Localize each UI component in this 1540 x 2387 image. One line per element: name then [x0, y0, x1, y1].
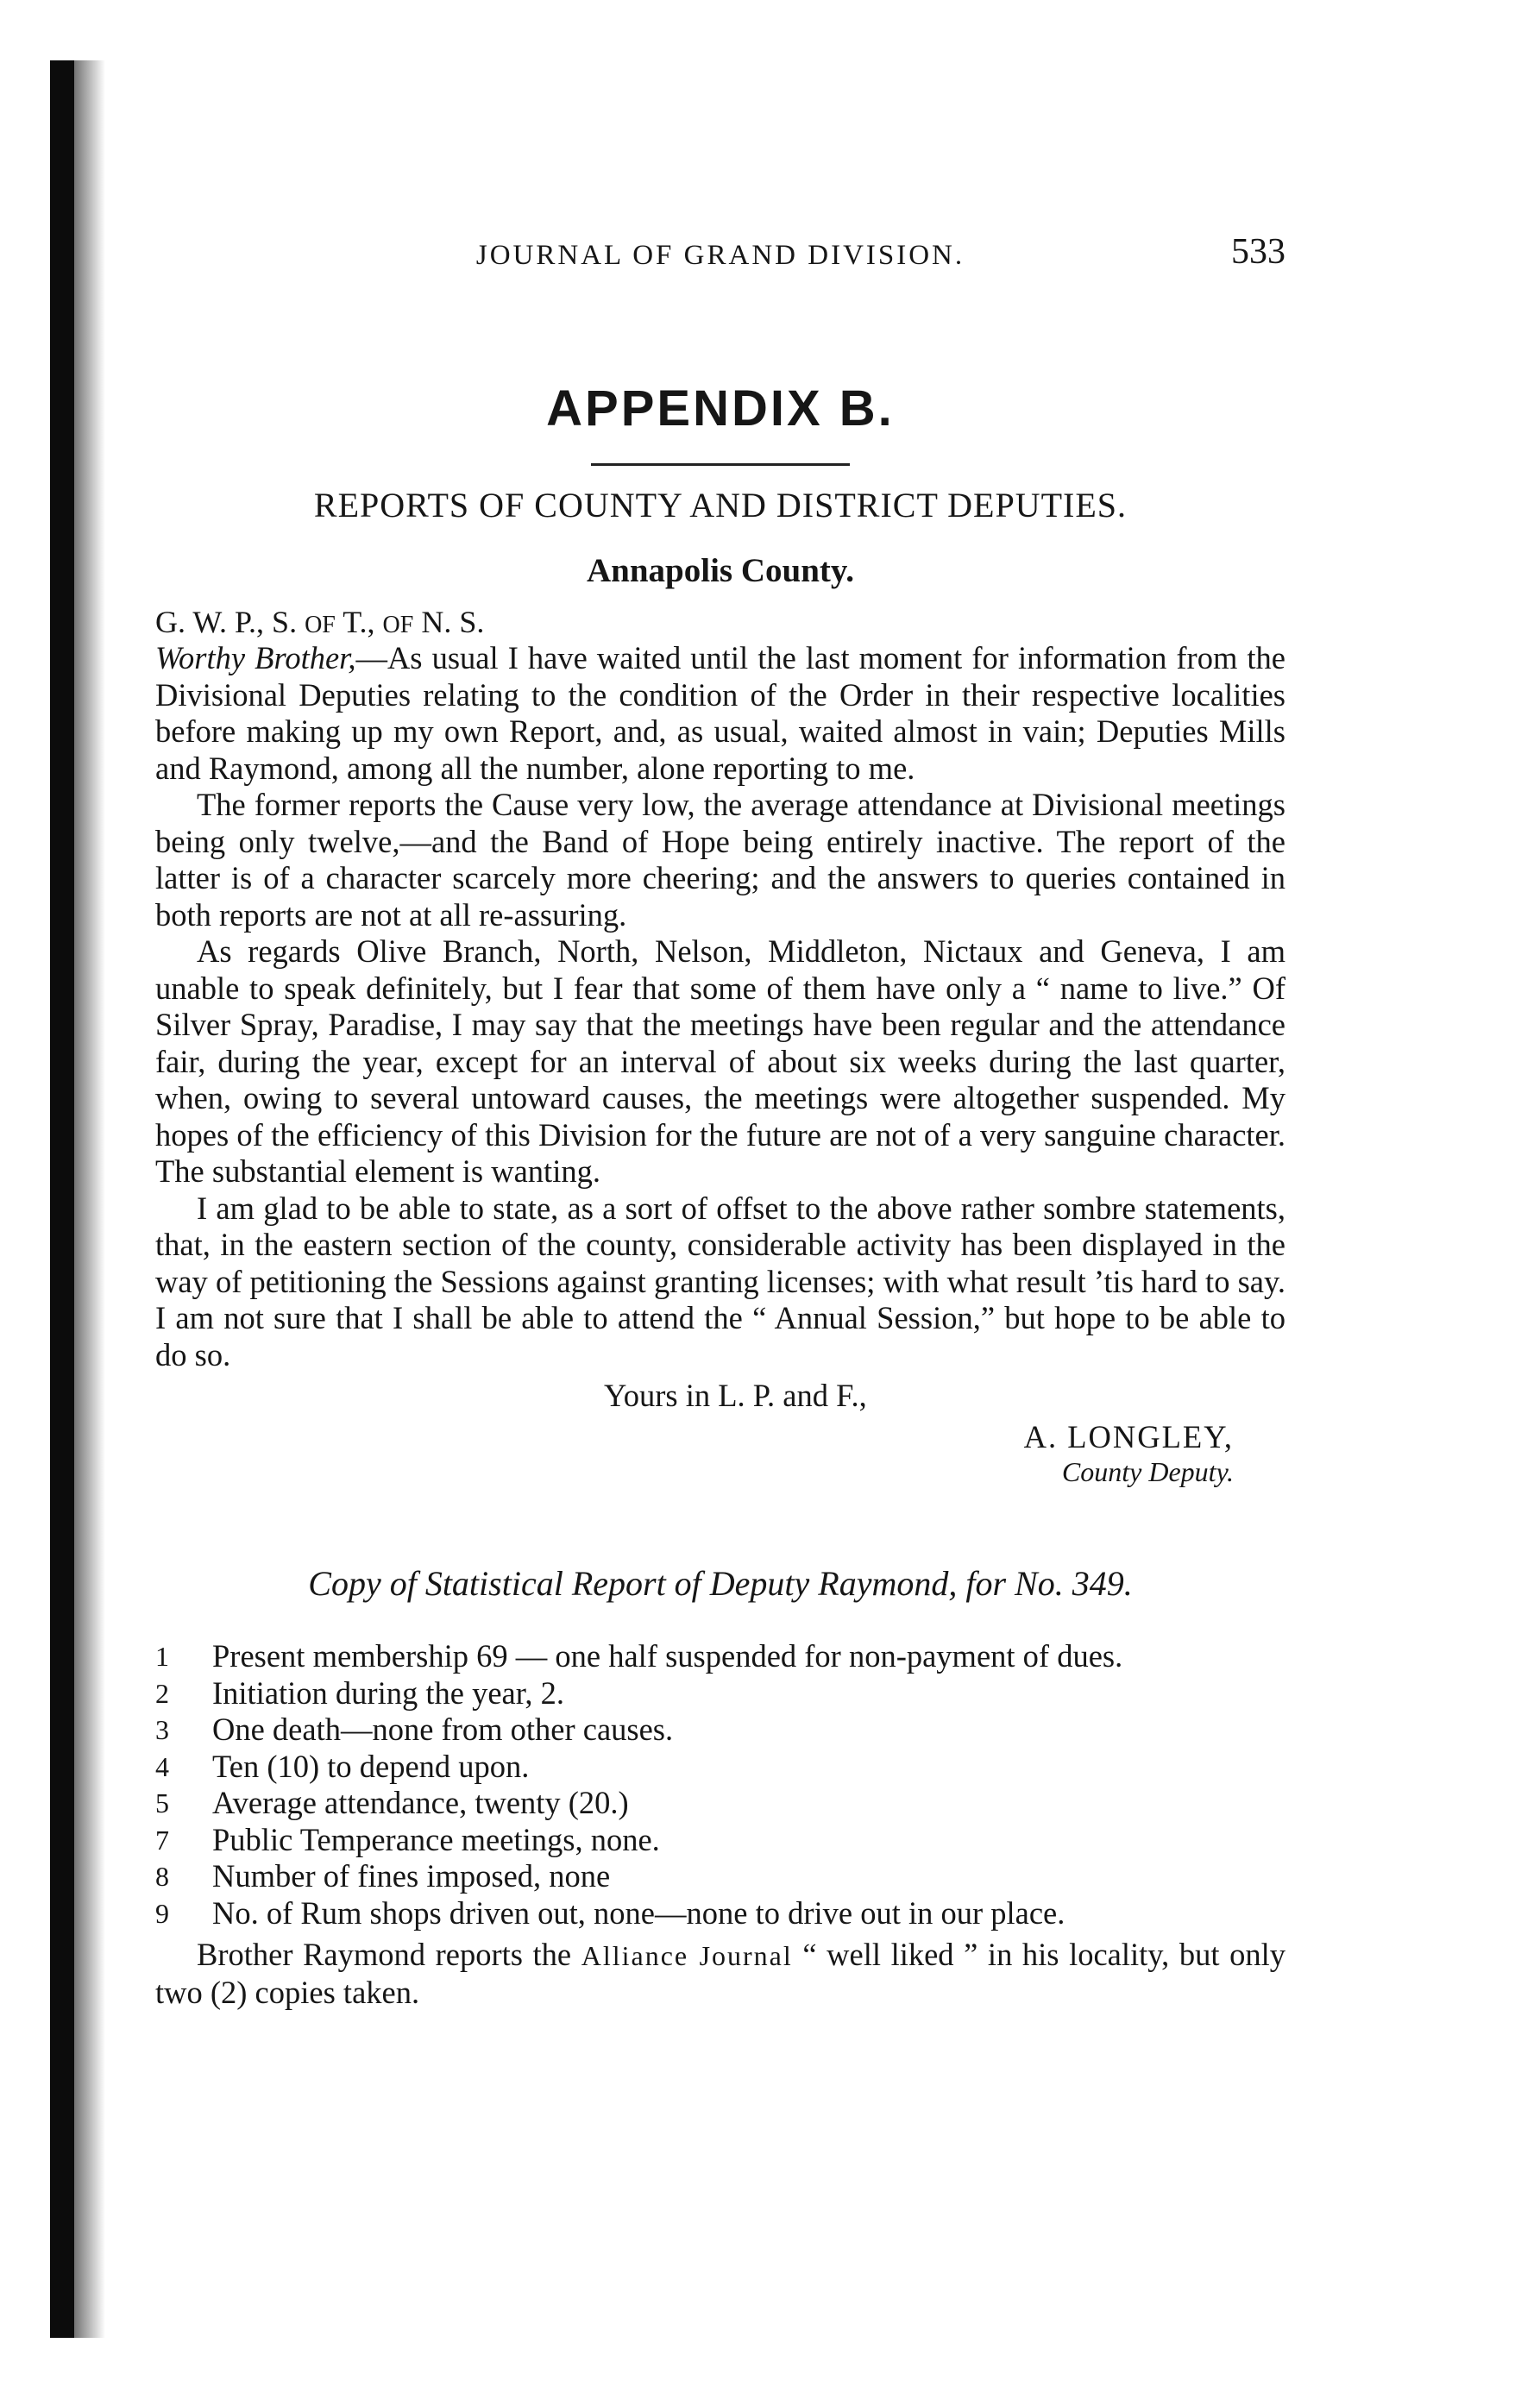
item-text: Present membership 69 — one half suspended for non-payment of dues. [212, 1638, 1123, 1674]
list-item [155, 1895, 1285, 1932]
closing-paragraph [155, 1937, 1285, 2011]
closing-text-before: Brother Raymond reports the [197, 1937, 581, 1972]
salutation-end: N. S. [413, 605, 485, 639]
list-item [155, 1785, 1285, 1822]
letter-greeting: Worthy Brother, [155, 640, 356, 675]
signature-title: County Deputy. [1061, 1456, 1234, 1487]
item-text: Average attendance, twenty (20.) [212, 1785, 629, 1820]
item-text: One death—none from other causes. [212, 1712, 674, 1747]
item-number: 5 [155, 1787, 169, 1819]
item-number: 9 [155, 1897, 169, 1929]
item-text: Number of fines imposed, none [212, 1858, 611, 1894]
list-item [155, 1712, 1285, 1749]
appendix-title: APPENDIX B. [546, 380, 895, 437]
section-subtitle: REPORTS OF COUNTY AND DISTRICT DEPUTIES. [313, 486, 1128, 525]
list-item [155, 1675, 1285, 1712]
item-number: 3 [155, 1714, 169, 1745]
salutation-main: G. W. P., S. [155, 605, 298, 639]
item-number: 4 [155, 1750, 169, 1782]
letter-body [155, 640, 1285, 1373]
running-title: JOURNAL OF GRAND DIVISION. [475, 240, 965, 271]
item-text: Ten (10) to depend upon. [212, 1748, 530, 1784]
statistical-report-title: Copy of Statistical Report of Deputy Raymond, for No. 349. [308, 1564, 1133, 1603]
letter-paragraph-1 [155, 640, 1285, 787]
list-item [155, 1822, 1285, 1859]
item-number: 2 [155, 1677, 169, 1709]
closing-text-after: “ well liked ” in his locality, but only two (2) copies taken. [155, 1937, 1285, 2010]
salutation-of-2: OF [382, 612, 414, 638]
paragraph-text: —As usual I have waited until the last moment for information from the Divisional Deputies relating to the condition of the Order in their respective localities before making up my own Report, and, as usual, waited almost in vain; Deputies Mills and Raymond, among all the number, alone reporting to me. [155, 640, 1285, 786]
title-rule [591, 463, 850, 466]
list-item [155, 1749, 1285, 1786]
letter-paragraph-4: I am glad to be able to state, as a sort of offset to the above rather sombre statements, that, in the eastern section of the county, considerable activity has been displayed in the way of petitioning the Sessions against granting licenses; with what result ’tis hard to say. I am not sure that I shall be able to attend the “ Annual Session,” but hope to be able to do so. [155, 1190, 1285, 1373]
salutation-of-1: OF [305, 612, 336, 638]
item-text: Public Temperance meetings, none. [212, 1821, 660, 1857]
item-text: No. of Rum shops driven out, none—none to drive out in our place. [212, 1894, 1065, 1931]
document-page [155, 207, 1285, 2011]
item-number: 1 [155, 1641, 169, 1672]
list-item [155, 1858, 1285, 1895]
letter-closing: Yours in L. P. and F., [604, 1378, 867, 1413]
running-head [155, 207, 1285, 272]
alliance-journal-name: Alliance Journal [581, 1940, 793, 1971]
item-text: Initiation during the year, 2. [212, 1674, 565, 1711]
signature-name: A. LONGLEY, [1023, 1419, 1234, 1454]
page-number: 533 [1231, 232, 1285, 272]
book-spine-shadow [50, 60, 74, 2338]
statistical-report-list [155, 1638, 1285, 1932]
county-heading: Annapolis County. [587, 552, 854, 589]
letter-paragraph-2: The former reports the Cause very low, the average attendance at Divisional meetings being only twelve,—and the Band of Hope being entirely inactive. The report of the latter is of a character scarcely more cheering; and the answers to queries contained in both reports are not at all re-assuring. [155, 787, 1285, 933]
salutation-mid: T., [335, 605, 383, 639]
letter-signature-block [155, 1373, 1285, 1494]
item-number: 7 [155, 1824, 169, 1856]
letter-paragraph-3: As regards Olive Branch, North, Nelson, Middleton, Nictaux and Geneva, I am unable to speak definitely, but I fear that some of them have only a “ name to live.” Of Silver Spray, Paradise, I may say that the meetings have been regular and the attendance fair, during the year, except for an interval of about six weeks during the last quarter, when, owing to several untoward causes, the meetings were altogether suspended. My hopes of the efficiency of this Division for the future are not of a very sanguine character. The substantial element is wanting. [155, 933, 1285, 1189]
list-item [155, 1638, 1285, 1675]
spine-gradient [74, 60, 105, 2338]
item-number: 8 [155, 1861, 169, 1892]
salutation [155, 604, 1285, 640]
